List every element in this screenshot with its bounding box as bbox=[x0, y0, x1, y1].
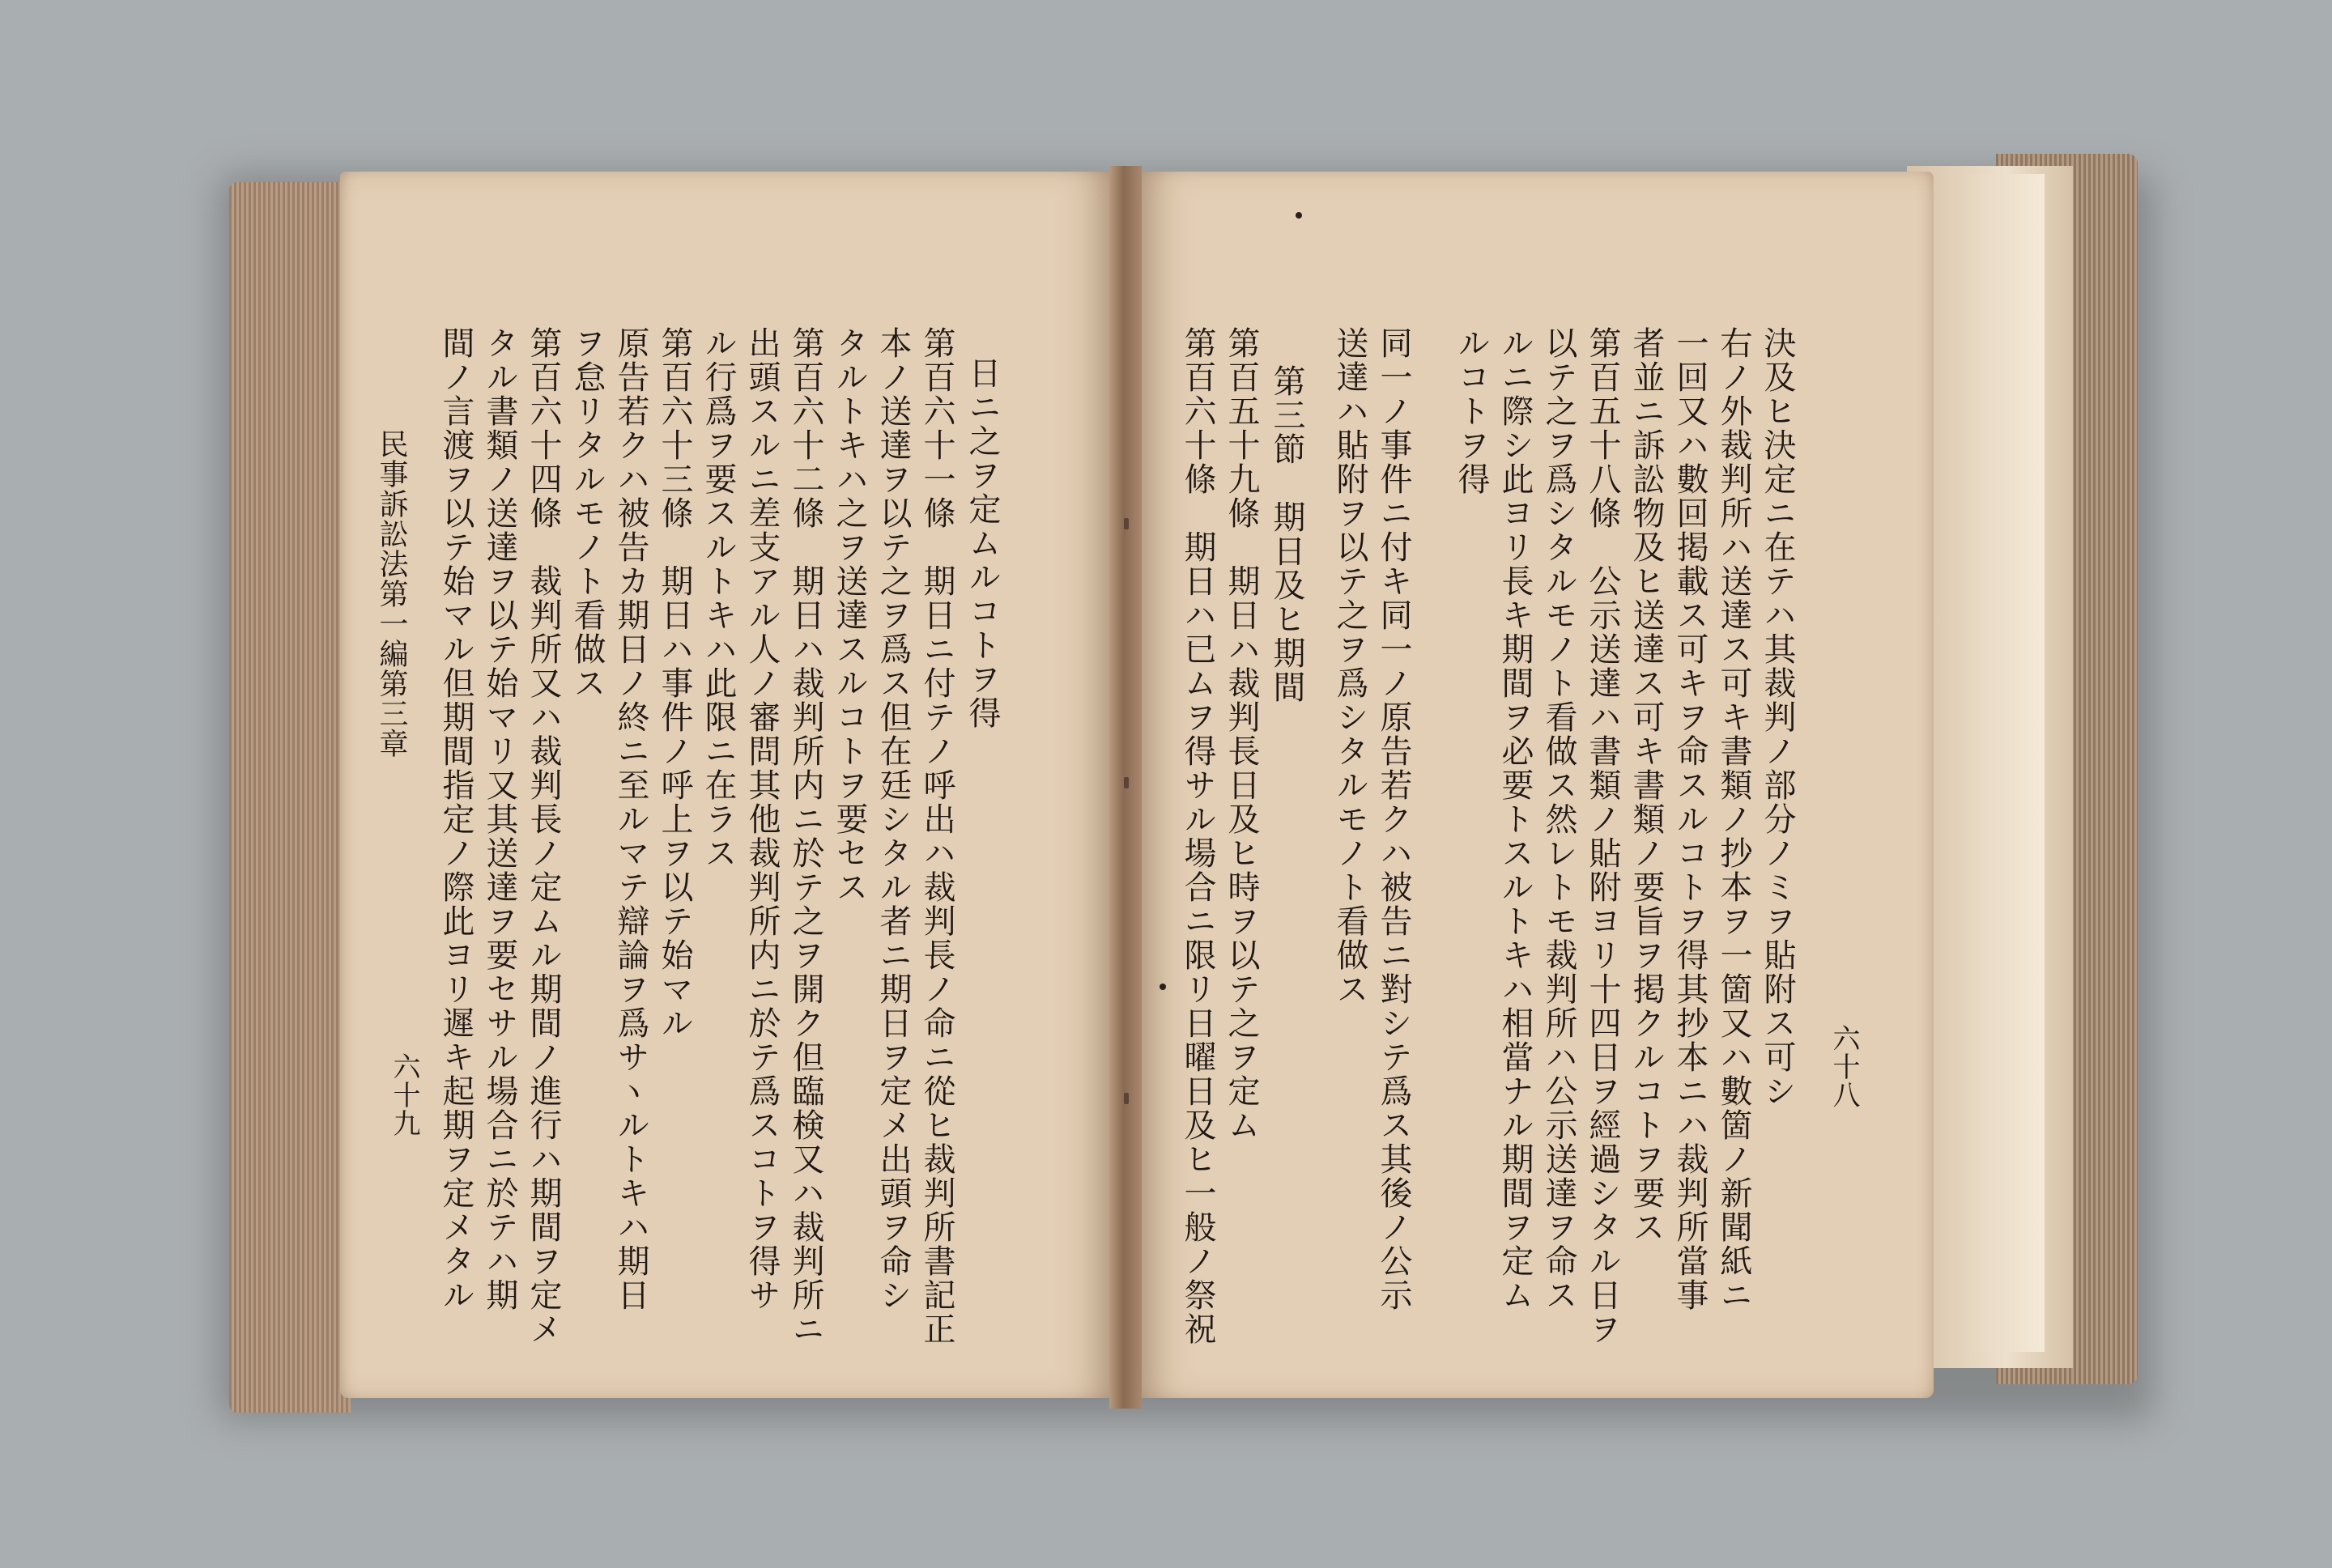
left-page-edges bbox=[229, 182, 351, 1413]
left-page-line: 第百六十三條 期日ハ事件ノ呼上ヲ以テ始マル bbox=[656, 326, 693, 1040]
page-block-inner bbox=[1968, 174, 2045, 1352]
left-page-line: 間ノ言渡ヲ以テ始マル但期間指定ノ際此ヨリ遲キ起期ヲ定メタル bbox=[437, 326, 474, 1312]
right-page-line: 第百六十條 期日ハ已ムヲ得サル場合ニ限リ日曜日及ヒ一般ノ祭祝 bbox=[1179, 326, 1216, 1346]
right-page-line: ルニ際シ此ヨリ長キ期間ヲ必要トスルトキハ相當ナル期間ヲ定ム bbox=[1496, 326, 1534, 1312]
left-page-line: 原告若クハ被告カ期日ノ終ニ至ルマテ辯論ヲ爲サヽルトキハ期日 bbox=[612, 326, 649, 1312]
stitch-mark bbox=[1124, 777, 1129, 788]
right-page-line: 一回又ハ數回掲載ス可キヲ命スルコトヲ得其抄本ニハ裁判所當事 bbox=[1671, 326, 1709, 1312]
left-page-line: 第百六十四條 裁判所又ハ裁判長ノ定ムル期間ノ進行ハ期間ヲ定メ bbox=[525, 326, 562, 1346]
right-page-line: 送達ハ貼附ヲ以テ之ヲ爲シタルモノト看做ス bbox=[1331, 326, 1368, 1006]
right-page-line: 決及ヒ決定ニ在テハ其裁判ノ部分ノミヲ貼附ス可シ bbox=[1759, 326, 1796, 1108]
right-page-line: 第百五十九條 期日ハ裁判長日及ヒ時ヲ以テ之ヲ定ム bbox=[1223, 326, 1260, 1142]
ink-speck bbox=[1160, 984, 1166, 990]
ink-speck bbox=[1296, 212, 1302, 219]
right-page-line: 同一ノ事件ニ付キ同一ノ原告若クハ被告ニ對シテ爲ス其後ノ公示 bbox=[1375, 326, 1412, 1312]
right-page-number: 六十八 bbox=[1828, 1024, 1860, 1109]
stitch-mark bbox=[1124, 518, 1129, 529]
right-page-line: 第百五十八條 公示送達ハ書類ノ貼附ヨリ十四日ヲ經過シタル日ヲ bbox=[1584, 326, 1621, 1346]
right-page-line: 第三節 期日及ヒ期間 bbox=[1268, 364, 1305, 704]
left-page-line: タルトキハ之ヲ送達スルコトヲ要セス bbox=[831, 326, 868, 904]
right-page-line: ルコトヲ得 bbox=[1453, 326, 1490, 496]
right-page-line: 右ノ外裁判所ハ送達ス可キ書類ノ抄本ヲ一箇又ハ數箇ノ新聞紙ニ bbox=[1715, 326, 1752, 1312]
right-page-line: 者並ニ訴訟物及ヒ送達ス可キ書類ノ要旨ヲ掲クルコトヲ要ス bbox=[1628, 326, 1665, 1244]
left-page-line: タル書類ノ送達ヲ以テ始マリ又其送達ヲ要セサル場合ニ於テハ期 bbox=[481, 326, 518, 1312]
right-page-line: 以テ之ヲ爲シタルモノト看做ス然レトモ裁判所ハ公示送達ヲ命ス bbox=[1540, 326, 1577, 1312]
left-page-line: 第百六十一條 期日ニ付テノ呼出ハ裁判長ノ命ニ從ヒ裁判所書記正 bbox=[918, 326, 955, 1346]
left-page-line: ル行爲ヲ要スルトキハ此限ニ在ラス bbox=[700, 326, 737, 870]
left-page-line: 本ノ送達ヲ以テ之ヲ爲ス但在廷シタル者ニ期日ヲ定メ出頭ヲ命シ bbox=[874, 326, 912, 1312]
left-page-line: 日ニ之ヲ定ムルコトヲ得 bbox=[964, 356, 1001, 730]
left-page-line: ヲ怠リタルモノト看做ス bbox=[568, 326, 606, 700]
left-page-line: 第百六十二條 期日ハ裁判所内ニ於テ之ヲ開ク但臨検又ハ裁判所ニ bbox=[787, 326, 824, 1346]
left-page-line: 出頭スルニ差支アル人ノ審問其他裁判所内ニ於テ爲スコトヲ得サ bbox=[743, 326, 781, 1312]
left-page-running-title: 民事訴訟法第一編第三章 bbox=[375, 429, 408, 759]
stitch-mark bbox=[1124, 1093, 1129, 1104]
left-page-number: 六十九 bbox=[388, 1052, 420, 1137]
